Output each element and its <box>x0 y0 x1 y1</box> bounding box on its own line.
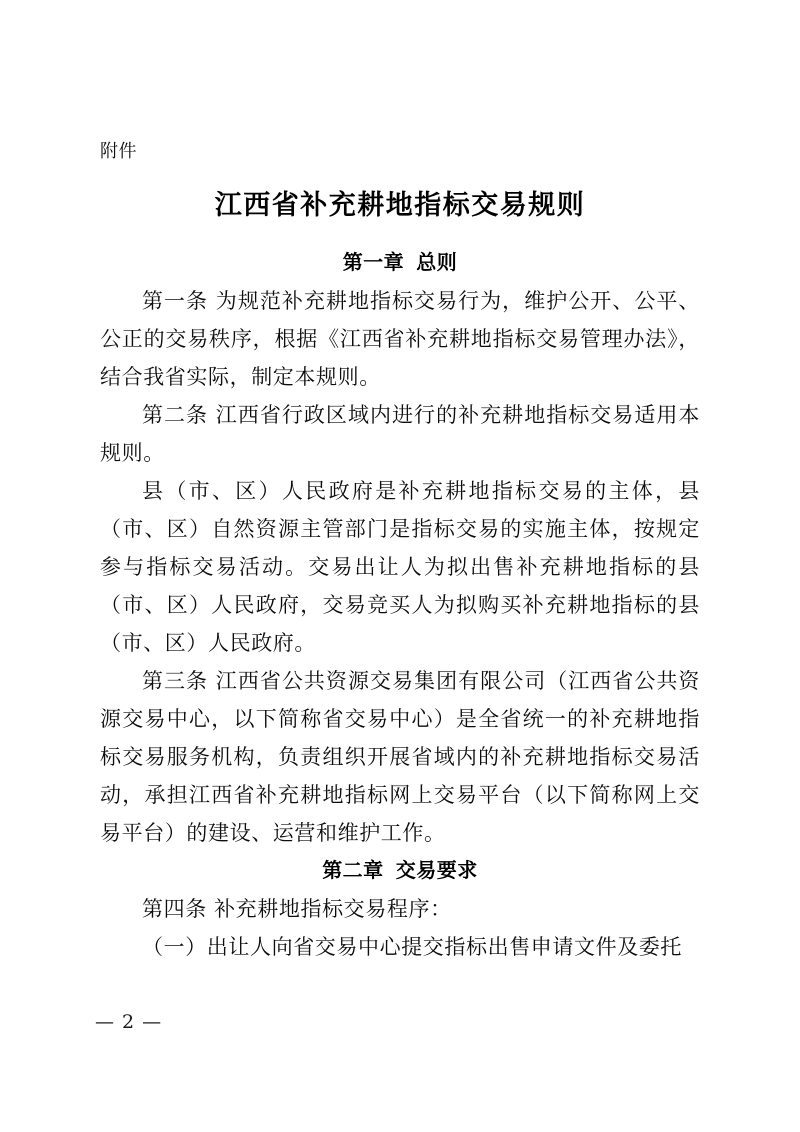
article-paragraph: 第四条 补充耕地指标交易程序： <box>142 897 452 921</box>
article-paragraph: 第二条 江西省行政区域内进行的补充耕地指标交易适用本规则。 <box>100 403 700 465</box>
article-paragraph: 第一条 为规范补充耕地指标交易行为，维护公开、公平、公正的交易秩序，根据《江西省补充耕地指标交易管理办法》，结合我省实际，制定本规则。 <box>100 289 700 389</box>
chapter-heading-1: 第一章 总则 <box>342 252 458 274</box>
attachment-label: 附件 <box>100 141 137 161</box>
article-paragraph: （一）出让人向省交易中心提交指标出售申请文件及委托 <box>142 935 682 959</box>
document-content <box>100 138 700 966</box>
article-paragraph: 第三条 江西省公共资源交易集团有限公司（江西省公共资源交易中心，以下简称省交易中心）是全省统一的补充耕地指标交易服务机构，负责组织开展省域内的补充耕地指标交易活动，承担江西省补充耕地指标网上交易平台（以下简称网上交易平台）的建设、运营和维护工作。 <box>100 669 700 845</box>
page-number: — 2 — <box>95 1011 163 1033</box>
chapter-heading-2: 第二章 交易要求 <box>322 860 478 882</box>
article-paragraph: 县（市、区）人民政府是补充耕地指标交易的主体，县（市、区）自然资源主管部门是指标交易的实施主体，按规定参与指标交易活动。交易出让人为拟出售补充耕地指标的县（市、区）人民政府，交易竞买人为拟购买补充耕地指标的县（市、区）人民政府。 <box>100 479 700 655</box>
page-title: 江西省补充耕地指标交易规则 <box>214 190 586 221</box>
